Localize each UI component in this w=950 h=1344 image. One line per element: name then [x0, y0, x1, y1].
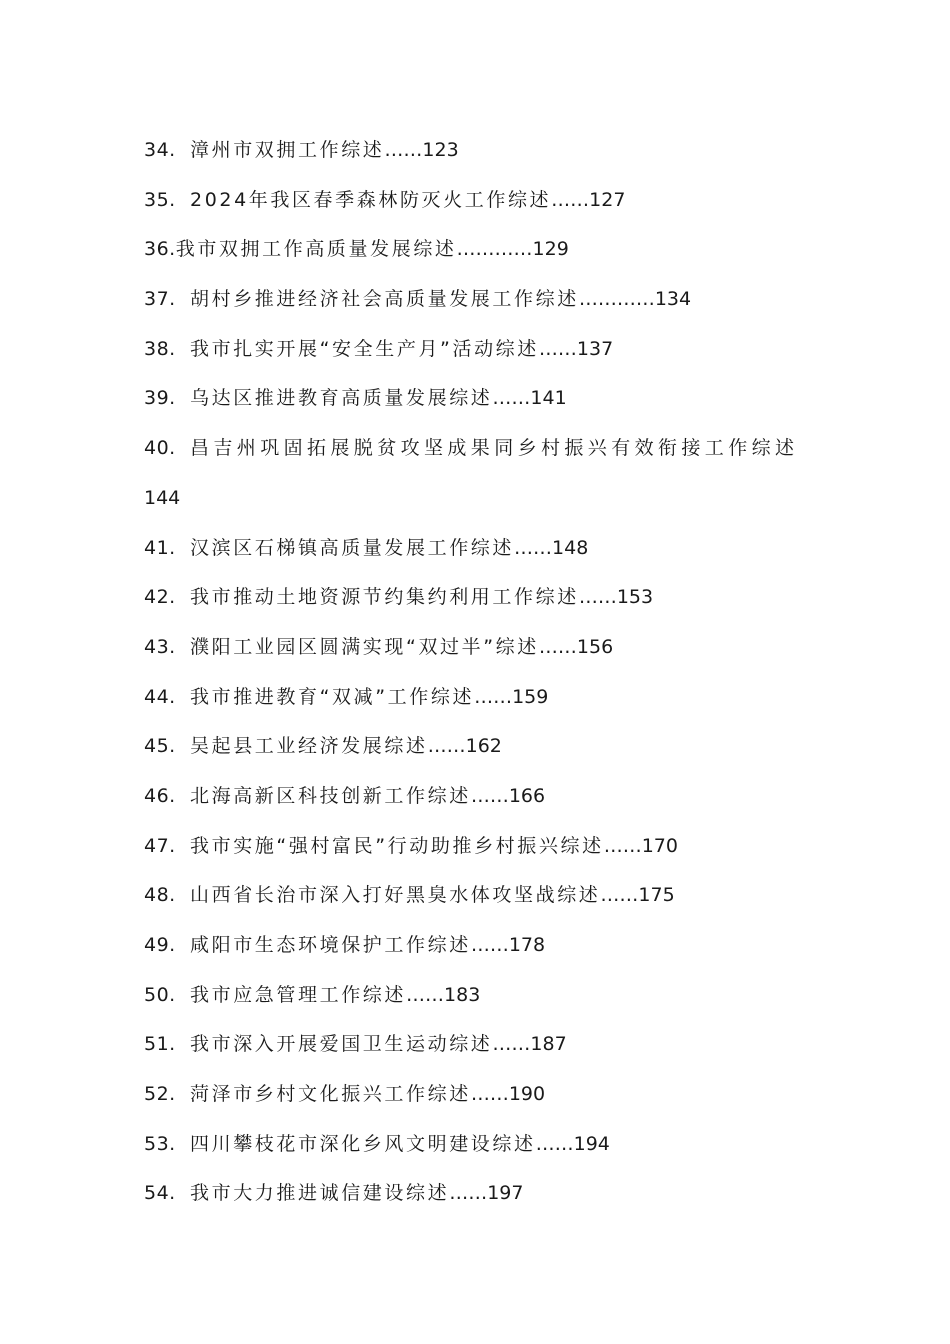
toc-entry-34: [144, 131, 824, 181]
entry-number: 49.: [144, 934, 176, 956]
entry-number: 36.: [144, 238, 176, 261]
entry-page-number: 153: [616, 586, 654, 609]
entry-number: 39.: [144, 387, 176, 410]
dot-leader: …………: [578, 288, 655, 311]
dot-leader: ……: [449, 1182, 488, 1205]
entry-page-number: 187: [530, 1033, 567, 1056]
entry-number: 46.: [144, 784, 176, 807]
entry-title: 我市大力推进诚信建设综述: [190, 1182, 450, 1205]
entry-title: 我市扎实开展“安全生产月”活动综述: [190, 337, 539, 360]
entry-number: 45.: [144, 735, 176, 758]
dot-leader: ……: [470, 1083, 509, 1106]
entry-title: 胡村乡推进经济社会高质量发展工作综述: [190, 288, 579, 311]
dot-leader: ……: [578, 586, 617, 609]
entry-page-number: 127: [589, 188, 626, 211]
entry-number: 43.: [144, 635, 176, 658]
entry-title: 山西省长治市深入打好黑臭水体攻坚战综述: [190, 884, 601, 907]
entry-page-number: 159: [512, 685, 549, 708]
dot-leader: ……: [551, 188, 590, 211]
toc-entry-50: [144, 976, 824, 1026]
toc-entry-40-continuation: [144, 479, 824, 529]
dot-leader: ……: [492, 1033, 531, 1056]
entry-page-number: 123: [422, 139, 459, 161]
entry-page-number: 156: [576, 635, 614, 658]
entry-page-number: 129: [532, 238, 569, 261]
toc-entry-43: [144, 628, 824, 678]
entry-number: 48.: [144, 884, 176, 907]
entry-page-number: 190: [508, 1083, 546, 1106]
entry-number: 52.: [144, 1083, 176, 1106]
dot-leader: ……: [406, 983, 445, 1006]
entry-page-number: 183: [444, 983, 481, 1006]
dot-leader: ……: [535, 1132, 574, 1155]
toc-entry-52: [144, 1075, 824, 1125]
entry-number: 40.: [144, 437, 176, 460]
dot-leader: …………: [456, 238, 533, 261]
entry-title: 漳州市双拥工作综述: [190, 139, 385, 161]
entry-number: 37.: [144, 288, 176, 311]
dot-leader: ……: [538, 635, 577, 658]
dot-leader: ……: [603, 834, 642, 857]
entry-number: 51.: [144, 1033, 176, 1056]
toc-entry-35: [144, 181, 824, 231]
entry-number: 41.: [144, 536, 176, 559]
dot-leader: ……: [427, 735, 466, 758]
entry-title: 我市推动土地资源节约集约利用工作综述: [190, 586, 579, 609]
toc-entry-36: [144, 230, 824, 280]
entry-page-number: 134: [654, 288, 692, 311]
toc-entry-47: [144, 827, 824, 877]
entry-page-number: 170: [641, 834, 678, 857]
toc-entry-40: [144, 429, 824, 479]
entry-title: 濮阳工业园区圆满实现“双过半”综述: [190, 635, 539, 658]
entry-number: 53.: [144, 1132, 176, 1155]
entry-title: 我市应急管理工作综述: [190, 983, 407, 1006]
table-of-contents: [144, 131, 824, 1224]
entry-page-number: 194: [573, 1132, 610, 1155]
entry-title: 我市推进教育“双减”工作综述: [190, 685, 475, 708]
entry-number: 38.: [144, 337, 176, 360]
entry-page-number: 197: [487, 1182, 524, 1205]
toc-entry-39: [144, 379, 824, 429]
entry-title: 2024年我区春季森林防灭火工作综述: [190, 188, 552, 211]
entry-page-number: 141: [530, 387, 567, 410]
entry-page-number: 175: [638, 884, 675, 907]
dot-leader: ……: [470, 784, 509, 807]
entry-title: 四川攀枝花市深化乡风文明建设综述: [190, 1132, 536, 1155]
entry-title: 北海高新区科技创新工作综述: [190, 784, 471, 807]
entry-title: 我市实施“强村富民”行动助推乡村振兴综述: [190, 834, 604, 857]
toc-entry-42: [144, 578, 824, 628]
dot-leader: ……: [600, 884, 639, 907]
entry-title: 我市双拥工作高质量发展综述: [175, 238, 457, 261]
dot-leader: ……: [492, 387, 531, 410]
toc-entry-49: [144, 926, 824, 976]
entry-page-number: 166: [508, 784, 546, 807]
dot-leader: ……: [470, 934, 509, 956]
dot-leader: ……: [384, 139, 423, 161]
entry-number: 42.: [144, 586, 176, 609]
dot-leader: ……: [514, 536, 553, 559]
entry-title: 汉滨区石梯镇高质量发展工作综述: [190, 536, 515, 559]
entry-number: 44.: [144, 685, 176, 708]
dot-leader: ……: [474, 685, 513, 708]
toc-entry-51: [144, 1025, 824, 1075]
entry-number: 34.: [144, 139, 176, 161]
entry-number: 54.: [144, 1182, 176, 1205]
entry-number: 50.: [144, 983, 176, 1006]
toc-entry-46: [144, 777, 824, 827]
toc-entry-37: [144, 280, 824, 330]
entry-page-number: 178: [508, 934, 546, 956]
entry-page-number: 148: [552, 536, 589, 559]
entry-title: 昌吉州巩固拓展脱贫攻坚成果同乡村振兴有效衔接工作综述: [190, 437, 799, 460]
entry-title: 乌达区推进教育高质量发展综述: [190, 387, 493, 410]
toc-entry-48: [144, 876, 824, 926]
entry-page-number: 144: [144, 486, 181, 509]
toc-entry-54: [144, 1174, 824, 1224]
entry-title: 咸阳市生态环境保护工作综述: [190, 934, 471, 956]
toc-entry-53: [144, 1125, 824, 1175]
entry-title: 吴起县工业经济发展综述: [190, 735, 428, 758]
entry-title: 菏泽市乡村文化振兴工作综述: [190, 1083, 471, 1106]
toc-entry-38: [144, 330, 824, 380]
entry-number: 35.: [144, 188, 176, 211]
toc-entry-45: [144, 727, 824, 777]
entry-page-number: 137: [576, 337, 614, 360]
entry-title: 我市深入开展爱国卫生运动综述: [190, 1033, 493, 1056]
entry-page-number: 162: [465, 735, 502, 758]
entry-number: 47.: [144, 834, 176, 857]
toc-entry-41: [144, 529, 824, 579]
dot-leader: ……: [538, 337, 577, 360]
toc-entry-44: [144, 678, 824, 728]
